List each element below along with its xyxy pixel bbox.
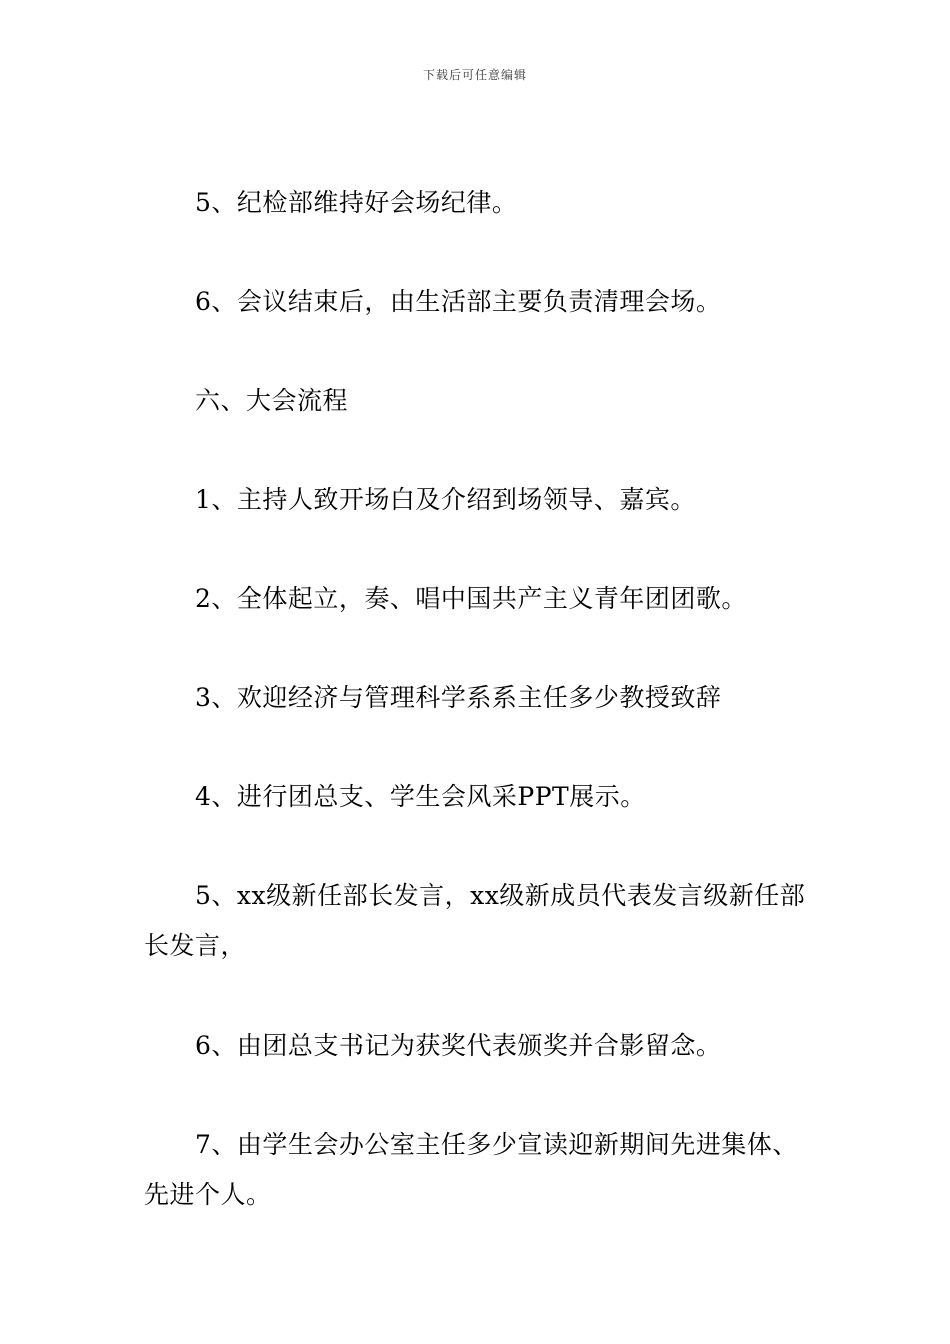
paragraph-cleanup: 6、会议结束后，由生活部主要负责清理会场。 <box>195 287 722 316</box>
document-body <box>144 178 810 1270</box>
paragraph-host-opening: 1、主持人致开场白及介绍到场领导、嘉宾。 <box>195 485 696 514</box>
paragraph-ppt-showcase: 4、进行团总支、学生会风采PPT展示。 <box>195 782 646 811</box>
paragraph-welcome-speech: 3、欢迎经济与管理科学系系主任多少教授致辞 <box>195 683 722 712</box>
paragraph-discipline: 5、纪检部维持好会场纪律。 <box>195 188 518 217</box>
section-heading-procedure: 六、大会流程 <box>195 386 349 415</box>
page-header: 下载后可任意编辑 <box>422 68 527 82</box>
paragraph-minister-speech: 5、xx级新任部长发言，xx级新成员代表发言级新任部长发言， <box>144 881 806 960</box>
paragraph-awards: 6、由团总支书记为获奖代表颁奖并合影留念。 <box>195 1031 722 1060</box>
paragraph-anthem: 2、全体起立，奏、唱中国共产主义青年团团歌。 <box>195 584 747 613</box>
paragraph-honors-announcement: 7、由学生会办公室主任多少宣读迎新期间先进集体、先进个人。 <box>144 1130 798 1209</box>
